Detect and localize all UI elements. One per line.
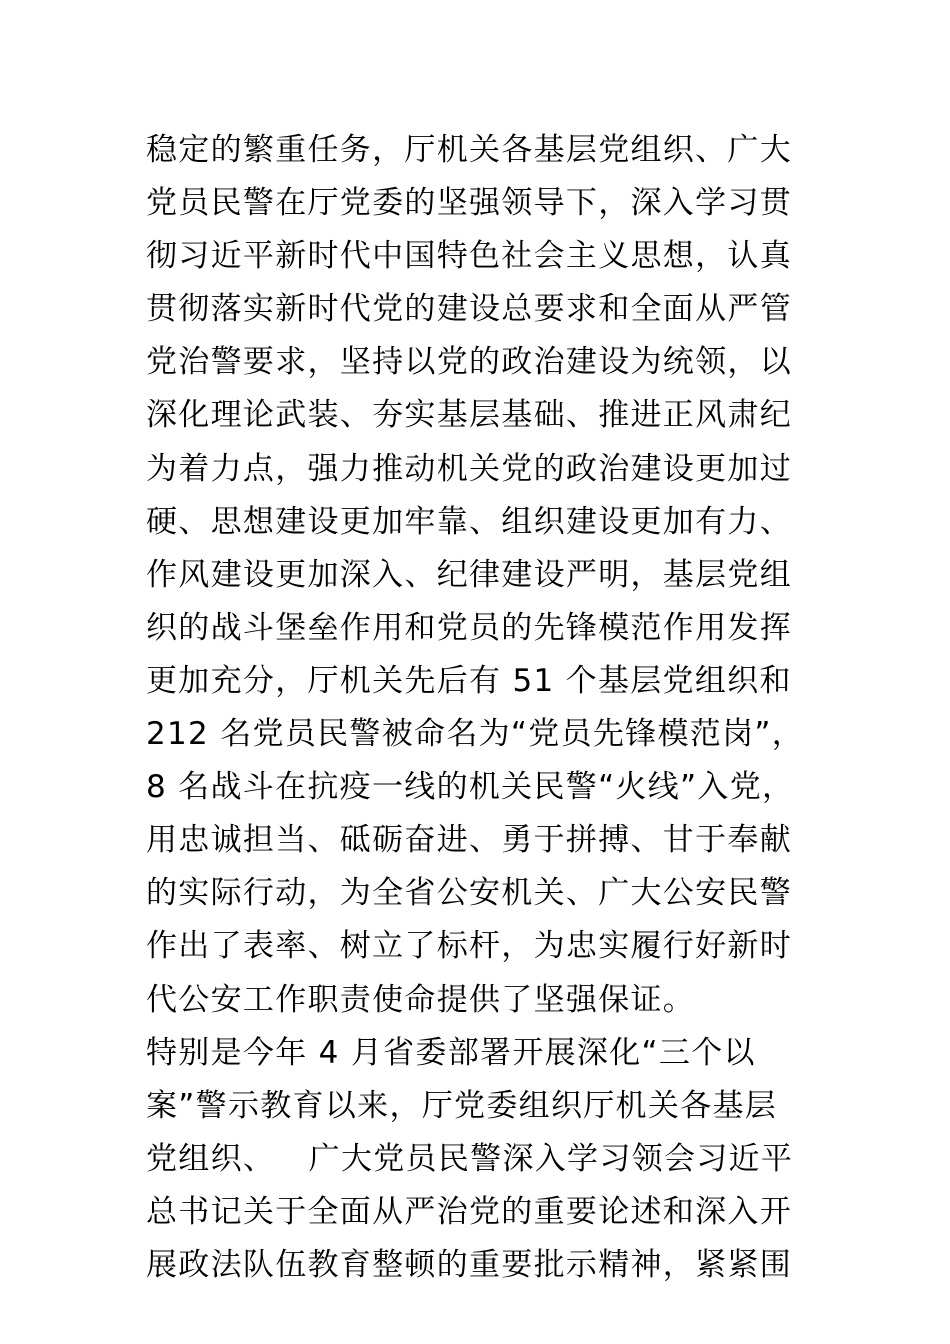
text-line: 作出了表率、树立了标杆，为忠实履行好新时 (146, 928, 792, 965)
text-line: 代公安工作职责使命提供了坚强保证。 (146, 981, 696, 1018)
text-line: 党治警要求，坚持以党的政治建设为统领，以 (146, 344, 792, 381)
text-line: 总书记关于全面从严治党的重要论述和深入开 (146, 1193, 792, 1230)
body-text (146, 124, 846, 1292)
text-line: 为着力点，强力推动机关党的政治建设更加过 (146, 450, 792, 487)
text-line: 特别是今年 4 月省委部署开展深化“三个以 (146, 1034, 756, 1071)
text-line: 贯彻落实新时代党的建设总要求和全面从严管 (146, 291, 792, 328)
text-line: 稳定的繁重任务，厅机关各基层党组织、广大 (146, 132, 792, 168)
text-line: 深化理论武装、夯实基层基础、推进正风肃纪 (146, 397, 792, 434)
text-line: 案”警示教育以来，厅党委组织厅机关各基层 (146, 1087, 778, 1124)
text-line: 作风建设更加深入、纪律建设严明，基层党组 (146, 556, 792, 593)
text-line: 展政法队伍教育整顿的重要批示精神，紧紧围 (146, 1246, 792, 1283)
text-line: 党员民警在厅党委的坚强领导下，深入学习贯 (146, 185, 792, 222)
text-line: 用忠诚担当、砥砺奋进、勇于拼搏、甘于奉献 (146, 822, 792, 859)
text-line: 212 名党员民警被命名为“党员先锋模范岗”， (146, 716, 805, 753)
text-line: 党组织、 广大党员民警深入学习领会习近平 (146, 1140, 794, 1177)
text-line: 织的战斗堡垒作用和党员的先锋模范作用发挥 (146, 609, 792, 646)
text-line: 更加充分，厅机关先后有 51 个基层党组织和 (146, 662, 792, 699)
text-line: 的实际行动，为全省公安机关、广大公安民警 (146, 875, 792, 912)
text-line: 8 名战斗在抗疫一线的机关民警“火线”入党， (146, 769, 795, 806)
text-line: 彻习近平新时代中国特色社会主义思想，认真 (146, 238, 792, 275)
text-line: 硬、思想建设更加牢靠、组织建设更加有力、 (146, 503, 792, 540)
